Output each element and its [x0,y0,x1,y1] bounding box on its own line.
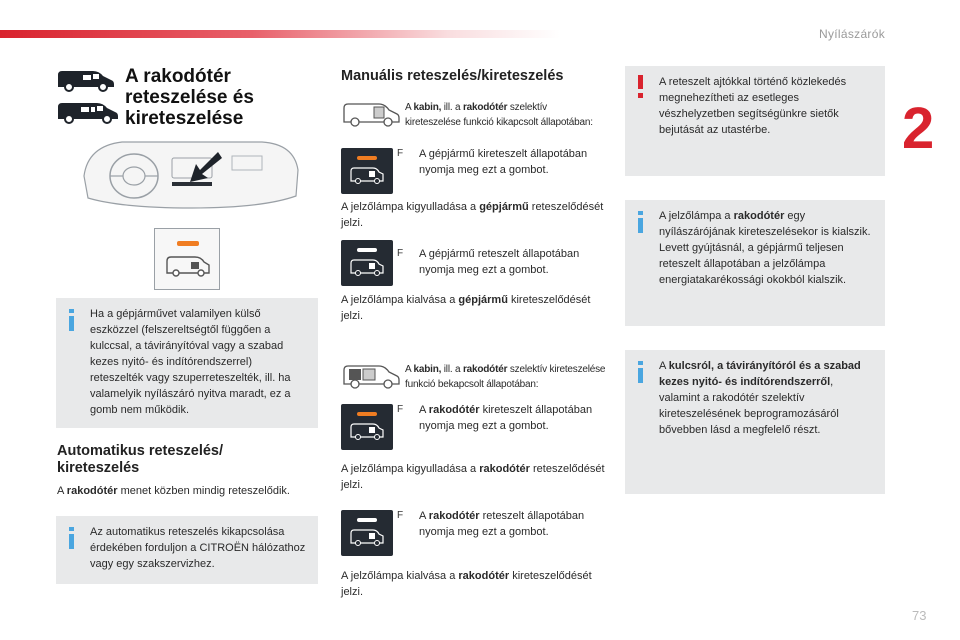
step-unlock-vehicle: F A gépjármű reteszelt állapotában nyomja meg ezt a gombot. [397,248,580,276]
auto-lock-heading: Automatikus reteszelés/ kireteszelés [57,443,224,476]
van-lock-icon [349,165,385,187]
led-off-indicator [357,248,377,252]
lock-button-orange-1 [341,148,393,194]
van-lock-icon [165,253,211,279]
info-box-led [625,200,885,326]
unlock-button-white-2 [341,510,393,556]
bullet-icon: F [397,510,404,521]
bullet-icon: F [397,148,404,159]
led-on-indicator [357,156,377,160]
lock-button-orange-2 [341,404,393,450]
section-title: Nyílászárók [819,27,885,41]
manual-lock-heading: Manuális reteszelés/kireteszelés [341,68,564,84]
unlock-button-white-1 [341,240,393,286]
van-lock-icon [349,421,385,443]
info-text-2: Levett gyújtásnál, a gépjármű teljesen reteszelt állapotában a jelzőlámpa energiatakarékossági okokból kialszik. [659,242,847,286]
step-lock-vehicle: F A gépjármű kireteszelt állapotában nyomja meg ezt a gombot. [397,148,588,176]
header-accent-bar [0,30,560,38]
bullet-icon: F [397,404,404,415]
info-icon [637,361,645,383]
condition-selective-on: A kabin, ill. a rakodótér szelektív kireteszelése funkció bekapcsolt állapotában: [405,364,606,390]
info-text: A jelzőlámpa a rakodótér egy nyílászárójának kireteszelésekor is kialszik. [659,210,871,238]
result-vehicle-unlocked: A jelzőlámpa kialvása a gépjármű kireteszelődését jelzi. [341,294,591,322]
page-title: A rakodótér reteszelése és kireteszelése [125,66,254,129]
result-vehicle-locked: A jelzőlámpa kigyulladása a gépjármű reteszelődését jelzi. [341,201,604,229]
led-off-indicator [357,518,377,522]
warning-box [625,66,885,176]
info-text: Az automatikus reteszelés kikapcsolása érdekében forduljon a CITROËN hálózathoz vagy egy szakszervizhez. [90,526,306,570]
info-text: A kulcsról, a távirányítóról és a szabad kezes nyitó- és indítórendszerről, valamint a rakodótér szelektív kireteszelésének beprogramozásáról bővebben lásd a megfelelő részt. [659,360,861,436]
chapter-number: 2 [902,96,935,161]
van-lock-icon [349,257,385,279]
page-number: 73 [912,608,927,623]
info-icon [68,527,76,549]
info-text: Ha a gépjárművet valamilyen külső eszközzel (felszereltségtől függően a kulccsal, a távirányítóval vagy a szabad kezes nyitó- és indítórendszerrel) reteszelték vagy szuperreteszelték, ill. ha valamelyik nyílászáró nyitva maradt, ez a gomb nem működik. [90,308,291,416]
info-icon [68,309,76,331]
bullet-icon: F [397,248,404,259]
van-long-icon [55,98,121,124]
warning-text: A reteszelt ajtókkal történő közlekedés megnehezítheti az esetleges vészhelyzetben segítségünkre sietők bejutását az utastérbe. [659,76,847,136]
result-cargo-unlocked: A jelzőlámpa kialvása a rakodótér kireteszelődését jelzi. [341,570,592,598]
warning-icon [637,75,645,99]
step-lock-cargo: F A rakodótér kireteszelt állapotában nyomja meg ezt a gombot. [397,404,593,432]
dashboard-illustration [82,136,300,212]
van-lock-icon [349,527,385,549]
step-unlock-cargo: F A rakodótér reteszelt állapotában nyomja meg ezt a gombot. [397,510,585,538]
info-box-external-lock [56,298,318,428]
info-box-references [625,350,885,494]
info-icon [637,211,645,233]
info-box-auto-lock [56,516,318,584]
van-short-icon [55,66,117,92]
condition-selective-off: A kabin, ill. a rakodótér szelektív kireteszelése funkció kikapcsolt állapotában: [405,102,593,128]
result-cargo-locked: A jelzőlámpa kigyulladása a rakodótér reteszelődését jelzi. [341,463,605,491]
auto-lock-text: A rakodótér menet közben mindig reteszelődik. [57,485,290,497]
van-cabin-icon [341,100,401,130]
van-cargo-icon [341,362,401,392]
led-indicator [177,241,199,246]
led-on-indicator [357,412,377,416]
button-closeup-illustration [154,228,220,290]
